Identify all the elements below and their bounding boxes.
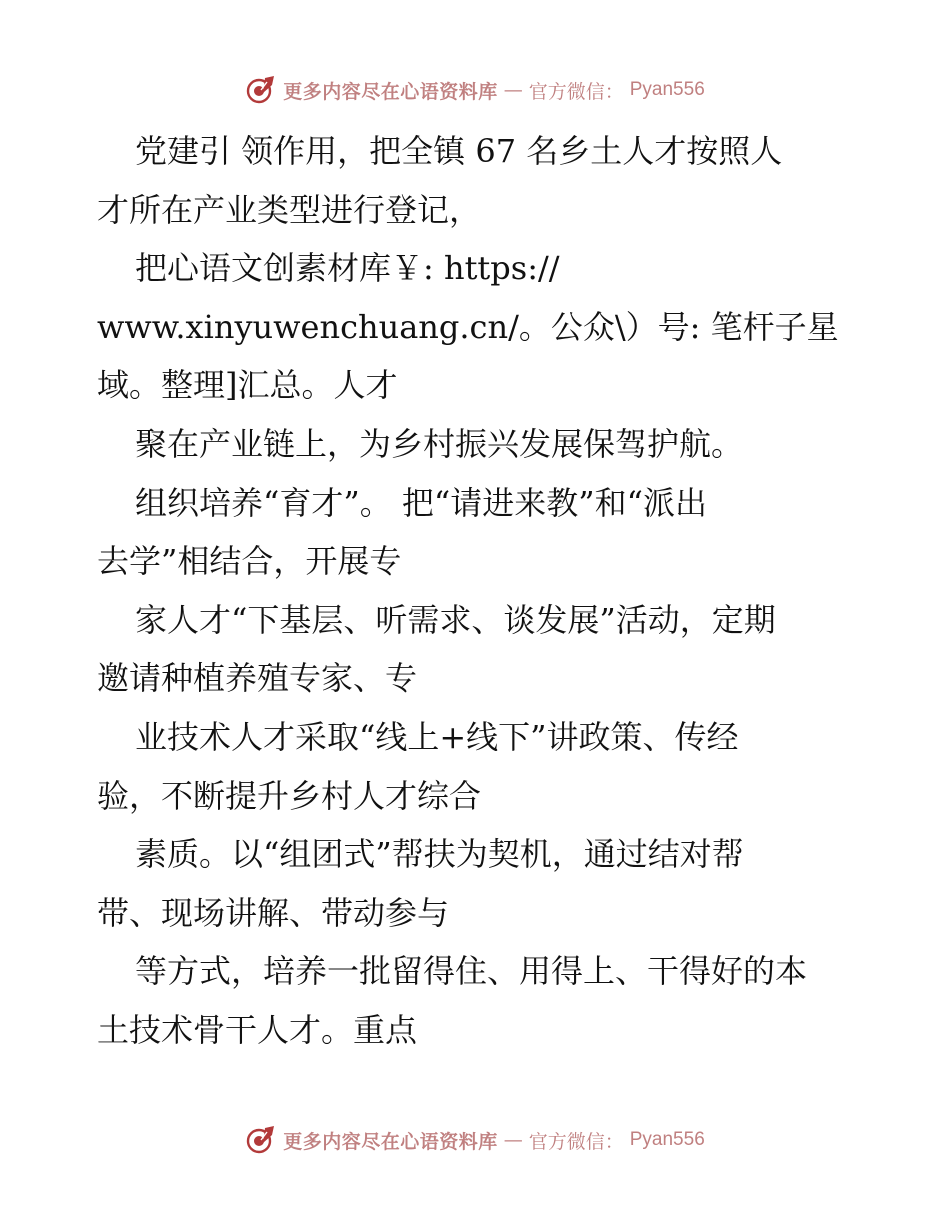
text-line: 业技术人才采取“线上+线下”讲政策、传经	[135, 717, 739, 756]
footer-banner	[0, 1120, 950, 1160]
text-line: 等方式，培养一批留得住、用得上、干得好的本	[135, 952, 808, 991]
text-line: 素质。以“组团式”帮扶为契机，通过结对帮	[135, 835, 744, 874]
text-line: 带、现场讲解、带动参与	[97, 893, 450, 932]
pen-logo-icon	[245, 74, 277, 106]
text-line: 验，不断提升乡村人才综合	[97, 776, 482, 815]
text-line: 聚在产业链上，为乡村振兴发展保驾护航。	[135, 424, 744, 463]
header-banner-text: 更多内容尽在心语资料库	[283, 80, 498, 103]
header-wechat-label: 官方微信：	[528, 80, 624, 103]
footer-wechat-id: Pyan556	[629, 1129, 705, 1150]
body-text	[97, 122, 857, 1060]
text-line: 域。整理]汇总。人才	[97, 366, 398, 405]
text-line: 把心语文创素材库￥: https://	[135, 249, 560, 288]
header-banner	[0, 70, 950, 110]
text-line: 土技术骨干人才。重点	[97, 1010, 418, 1049]
text-line: 去学”相结合，开展专	[97, 542, 402, 581]
text-line: 邀请种植养殖专家、专	[97, 659, 418, 698]
text-line: 才所在产业类型进行登记，	[97, 190, 482, 229]
header-banner-dash: —	[503, 79, 523, 101]
header-wechat-id: Pyan556	[629, 79, 705, 100]
text-line: 党建引 领作用，把全镇 67 名乡土人才按照人	[135, 132, 783, 170]
text-line: www.xinyuwenchuang.cn/。公众\）号: 笔杆子星	[97, 307, 839, 346]
text-line: 组织培养“育才”。 把“请进来教”和“派出	[135, 483, 707, 522]
footer-banner-text: 更多内容尽在心语资料库	[283, 1130, 498, 1153]
footer-wechat-label: 官方微信：	[528, 1130, 624, 1153]
footer-banner-dash: —	[503, 1129, 523, 1151]
pen-logo-icon	[245, 1124, 277, 1156]
text-line: 家人才“下基层、听需求、谈发展”活动，定期	[135, 600, 776, 639]
